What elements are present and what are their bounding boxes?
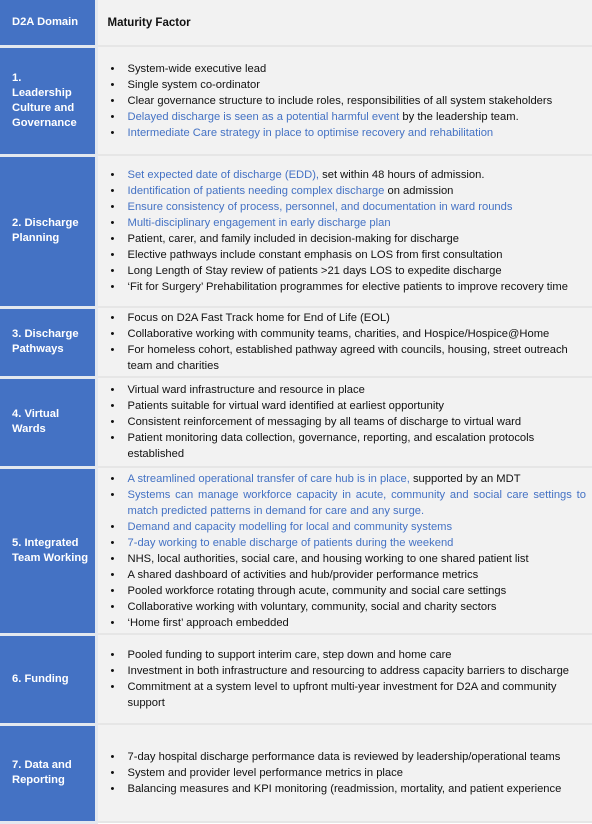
bullet-item xyxy=(108,647,587,663)
bullet-item xyxy=(108,599,587,615)
domain-cell xyxy=(0,155,96,307)
item-text: Clear governance structure to include roles, responsibilities of all system stakeholders xyxy=(127,94,553,107)
highlighted-text: Intermediate Care strategy in place to optimise recovery and rehabilitation xyxy=(127,126,494,139)
table-row-virtual-wards xyxy=(0,377,592,467)
bullet-item xyxy=(108,263,587,279)
domain-cell xyxy=(0,307,96,377)
item-text: Pooled funding to support interim care, step down and home care xyxy=(127,649,452,661)
domain-label: 1. Leadership Culture and Governance xyxy=(12,71,77,129)
bullet-item xyxy=(108,199,587,215)
factor-list xyxy=(108,749,587,797)
factor-cell xyxy=(96,307,592,377)
highlighted-text: A streamlined operational transfer of care hub is in place, xyxy=(127,472,410,485)
factor-list xyxy=(108,310,587,374)
bullet-item xyxy=(108,765,587,781)
item-text: supported by an MDT xyxy=(409,472,521,485)
bullet-item xyxy=(108,535,587,551)
domain-label: 7. Data and Reporting xyxy=(12,759,72,786)
item-text: ‘Fit for Surgery’ Prehabilitation programmes for elective patients to improve recovery time xyxy=(127,281,568,293)
table-row-discharge-planning xyxy=(0,155,592,307)
item-text: Patient, carer, and family included in decision-making for discharge xyxy=(127,233,459,245)
item-text: Collaborative working with community teams, charities, and Hospice/Hospice@Home xyxy=(127,328,550,340)
header-factor-cell xyxy=(96,0,592,46)
header-factor-label: Maturity Factor xyxy=(107,16,191,29)
bullet-item xyxy=(108,61,587,77)
factor-cell xyxy=(96,46,592,155)
item-text: Single system co-ordinator xyxy=(127,78,260,91)
bullet-item xyxy=(108,615,587,631)
bullet-item xyxy=(108,183,587,199)
header-domain-label: D2A Domain xyxy=(12,15,79,28)
table-header-row xyxy=(0,0,592,46)
bullet-item xyxy=(108,414,587,430)
item-text: Balancing measures and KPI monitoring (readmission, mortality, and patient experience xyxy=(127,783,562,795)
factor-list xyxy=(108,167,587,295)
bullet-item xyxy=(108,430,587,462)
item-text: by the leadership team. xyxy=(399,110,519,123)
bullet-item xyxy=(108,398,587,414)
item-text: 7-day hospital discharge performance data is reviewed by leadership/operational teams xyxy=(127,751,561,763)
factor-cell xyxy=(96,467,592,634)
domain-cell xyxy=(0,634,96,724)
domain-cell xyxy=(0,46,96,155)
bullet-item xyxy=(108,781,587,797)
bullet-item xyxy=(108,471,587,487)
bullet-item xyxy=(108,167,587,183)
factor-list xyxy=(108,382,587,462)
domain-cell xyxy=(0,377,96,467)
item-text: System-wide executive lead xyxy=(127,62,267,75)
factor-cell xyxy=(96,155,592,307)
domain-label: 5. Integrated Team Working xyxy=(12,536,89,564)
bullet-item xyxy=(108,93,587,109)
factor-list xyxy=(108,61,587,141)
table-row-integrated-team xyxy=(0,467,592,634)
item-text: set within 48 hours of admission. xyxy=(319,169,485,181)
item-text: NHS, local authorities, social care, and housing working to one shared patient list xyxy=(127,552,529,565)
item-text: on admission xyxy=(384,185,454,197)
bullet-item xyxy=(108,583,587,599)
item-text: Elective pathways include constant emphasis on LOS from first consultation xyxy=(127,249,503,261)
highlighted-text: Demand and capacity modelling for local and community systems xyxy=(127,520,453,533)
highlighted-text: Systems can manage workforce capacity in acute, community and social care settings to match predicted patterns in demand for care and any surge. xyxy=(127,488,586,517)
bullet-item xyxy=(108,567,587,583)
bullet-item xyxy=(108,77,587,93)
table-row-funding xyxy=(0,634,592,724)
item-text: Commitment at a system level to upfront multi-year investment for D2A and community support xyxy=(127,681,557,709)
bullet-item xyxy=(108,310,587,326)
item-text: Virtual ward infrastructure and resource in place xyxy=(127,384,365,396)
bullet-item xyxy=(108,247,587,263)
bullet-item xyxy=(108,215,587,231)
bullet-item xyxy=(108,279,587,295)
header-domain-cell xyxy=(0,0,96,46)
domain-cell xyxy=(0,724,96,822)
table-row-data-reporting xyxy=(0,724,592,822)
domain-label: 3. Discharge Pathways xyxy=(12,328,79,355)
item-text: Patient monitoring data collection, governance, reporting, and escalation protocols established xyxy=(127,432,535,460)
bullet-item xyxy=(108,125,587,141)
bullet-item xyxy=(108,663,587,679)
highlighted-text: Delayed discharge is seen as a potential harmful event xyxy=(127,110,400,123)
bullet-item xyxy=(108,679,587,711)
item-text: Consistent reinforcement of messaging by all teams of discharge to virtual ward xyxy=(127,416,522,428)
bullet-item xyxy=(108,487,587,519)
bullet-item xyxy=(108,382,587,398)
factor-list xyxy=(108,647,587,711)
factor-list xyxy=(108,471,587,631)
item-text: Patients suitable for virtual ward identified at earliest opportunity xyxy=(127,400,445,412)
highlighted-text: Ensure consistency of process, personnel, and documentation in ward rounds xyxy=(127,201,513,213)
item-text: A shared dashboard of activities and hub/provider performance metrics xyxy=(127,568,479,581)
item-text: Collaborative working with voluntary, community, social and charity sectors xyxy=(127,600,497,613)
highlighted-text: Identification of patients needing complex discharge xyxy=(127,185,385,197)
highlighted-text: 7-day working to enable discharge of patients during the weekend xyxy=(127,536,454,549)
table-row-discharge-pathways xyxy=(0,307,592,377)
domain-label: 2. Discharge Planning xyxy=(12,217,79,244)
highlighted-text: Multi-disciplinary engagement in early discharge plan xyxy=(127,217,391,229)
item-text: Investment in both infrastructure and resourcing to address capacity barriers to discharge xyxy=(127,665,570,677)
bullet-item xyxy=(108,519,587,535)
bullet-item xyxy=(108,551,587,567)
domain-label: 4. Virtual Wards xyxy=(12,408,60,435)
item-text: Long Length of Stay review of patients >21 days LOS to expedite discharge xyxy=(127,265,502,277)
factor-cell xyxy=(96,377,592,467)
item-text: ‘Home first’ approach embedded xyxy=(127,616,289,629)
item-text: For homeless cohort, established pathway agreed with councils, housing, street outreach team and charities xyxy=(127,344,568,372)
domain-cell xyxy=(0,467,96,634)
bullet-item xyxy=(108,342,587,374)
highlighted-text: Set expected date of discharge (EDD), xyxy=(127,169,320,181)
factor-cell xyxy=(96,724,592,822)
bullet-item xyxy=(108,326,587,342)
item-text: System and provider level performance metrics in place xyxy=(127,767,403,779)
table-row-leadership xyxy=(0,46,592,155)
item-text: Pooled workforce rotating through acute, community and social care settings xyxy=(127,584,507,597)
bullet-item xyxy=(108,231,587,247)
domain-label: 6. Funding xyxy=(12,672,69,685)
bullet-item xyxy=(108,749,587,765)
bullet-item xyxy=(108,109,587,125)
item-text: Focus on D2A Fast Track home for End of Life (EOL) xyxy=(127,312,390,324)
factor-cell xyxy=(96,634,592,724)
